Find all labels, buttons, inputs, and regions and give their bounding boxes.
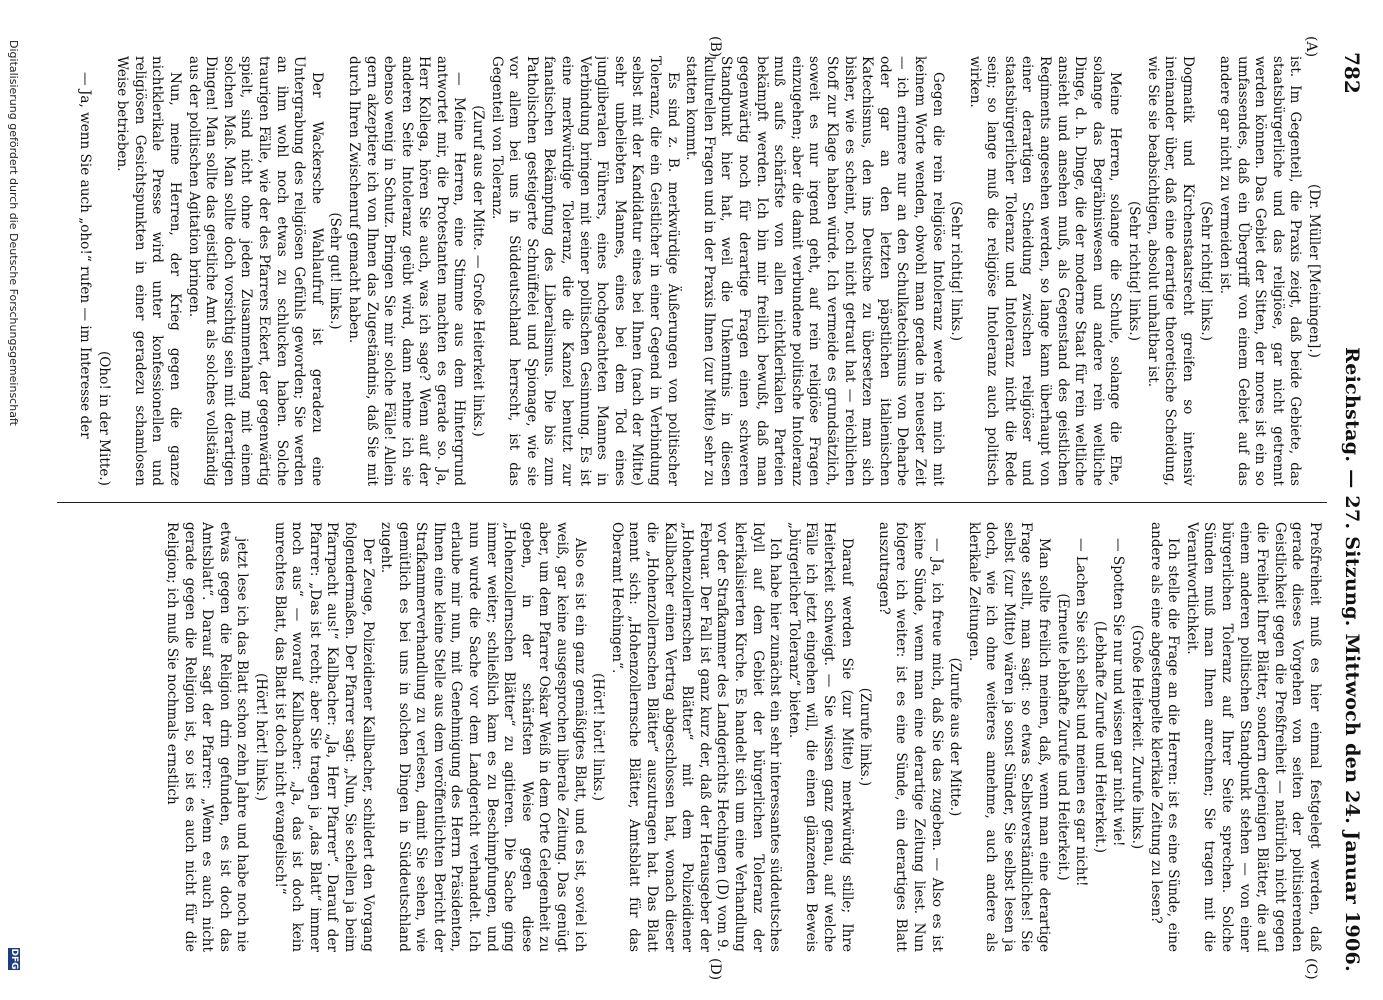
paragraph: Man sollte freilich meinen, daß, wenn man eine derartige Frage stellt, man sagt: so etwas Selbstverständliches! Sie selbst (zur Mitte) wären ja sonst Sünder, Sie selbst lesen ja doch, wie ich ohne weiteres annehme, auch andere als klerikale Zeitungen. bbox=[965, 522, 1053, 952]
paragraph: Also es ist ein ganz gemäßigtes Blatt, und es ist, soviel ich weiß, gar keine ausgesprochen liberale Zeitung. Das genügt aber, um dem Pfarrer Oskar Weiß in dem Orte Gelegenheit zu geben, in der schärfsten Weise gegen diese „Hohenzollernschen Blätter“ zu agitieren. Die Sache ging immer weiter; schließlich kam es zu Beschimpfungen, und nun wurde die Sache vor dem Landgericht verhandelt. Ich erlaube mir nun, mit Genehmigung des Herrn Präsidenten, Ihnen eine kleine Stelle aus dem veröffentlichten Bericht der Strafkammerverhandlung zu verlesen, damit Sie sehen, wie gemütlich es bei uns in solchen Dingen in Süddeutschland zugeht. bbox=[378, 522, 588, 952]
paragraph: Ich habe hier zunächst ein sehr interessantes süddeutsches Idyll auf dem Gebiet der bürgerlichen Toleranz der klerikalisierten Kirche. Es handelt sich um eine Verhandlung vor der Strafkammer des Landgerichts Hechingen (D) vom 9. Februar. Der Fall ist ganz kurz der, daß der Herausgeber der „Hohenzollernschen Blätter“ mit dem Polizeidiener Kallbacher einen Vertrag abgeschlossen hat, wonach dieser die „Hohenzollernschen Blätter“ auszutragen hat. Das Blatt nennt sich: „Hohenzollernsche Blätter, Amtsblatt für das Oberamt Hechingen“. bbox=[608, 522, 784, 952]
interjection: (Hört! hört! links.) bbox=[590, 672, 607, 802]
margin-marker-b: (B) bbox=[707, 36, 723, 58]
paragraph: jetzt lese ich das Blatt schon zehn Jahre und habe noch nie etwas gegen die Religion drin gefunden, es ist doch das Amtsblatt“. Darauf sagt der Pfarrer: „Wenn es auch nicht gerade gegen die Religion ist, so ist es auch nicht für die Religion; ich muß Sie nochmals ernstlich bbox=[164, 522, 251, 952]
interjection: (Sehr richtig! links.) bbox=[948, 200, 965, 342]
dfg-logo-icon: DFG bbox=[9, 948, 19, 970]
paragraph-continuation: Dogmatik und Kirchenstaatsrecht greifen so intensiv ineinander über, daß eine derartige theoretische Scheidung, wie Sie sie beabsichtigen, absolut unhaltbar ist. bbox=[1144, 56, 1196, 486]
paragraph: — Spotten Sie nur und wissen gar nicht wie! bbox=[1110, 538, 1127, 847]
paragraph: Nun, meine Herren, der Krieg gegen die ganze nichtklerikale Presse wird unter konfessionellen und religiösen Gesichtspunkten in einer geradezu schamlosen Weise betrieben. bbox=[114, 56, 183, 486]
margin-marker-d: (D) bbox=[707, 958, 723, 981]
paragraph: Darauf werden Sie (zur Mitte) merkwürdig stille; Ihre Heiterkeit schweigt. — Sie wissen ganz genau, auf welche Fälle ich jetzt eingehen will, die einen glänzenden Beweis „bürgerlicher Toleranz“ bieten. bbox=[785, 522, 855, 952]
interjection: (Zurufe links.) bbox=[857, 687, 874, 787]
paragraph: — Meine Herren, eine Stimme aus dem Hintergrund antwortet mir, die Protestanten machten es gerade so. Ja, Herr Kollega, hören Sie auch, was ich sage? Wenn auf der anderen Seite Intoleranz geübt wird, dann nehme ich sie ebenso wenig in Schutz. Bringen Sie mir solche Fälle! Allein gern akzeptiere ich von Ihnen das Zugeständnis, daß Sie mit durch Ihren Zwischenruf gemacht haben. bbox=[345, 56, 468, 486]
interjection: (Lebhafte Zurufe und Heiterkeit.) bbox=[1091, 620, 1108, 854]
interjection: (Sehr richtig! links.) bbox=[1198, 200, 1215, 342]
speaker-label: (Dr. Müller [Meiningen].) bbox=[1306, 184, 1322, 358]
interjection: (Sehr gut! links.) bbox=[327, 212, 344, 330]
page-number: 782 bbox=[1340, 52, 1364, 94]
page-header bbox=[1339, 52, 1365, 972]
paragraph: — Lachen Sie sich selbst und meinen es gar nicht! bbox=[1073, 538, 1090, 887]
paragraph: — Ja, wenn Sie auch „oho!“ rufen — im Interesse der bbox=[77, 72, 94, 439]
right-column bbox=[53, 522, 1323, 952]
interjection: (Sehr richtig! links.) bbox=[1126, 200, 1143, 342]
interjection: (Erneute lebhafte Zurufe und Heiterkeit.) bbox=[1054, 593, 1071, 881]
paragraph: Es sind z. B. merkwürdige Äußerungen von politischer Toleranz, die ein Geistlicher in einer Gegend in Verbindung selbst mit der Kandidatur eines bei Ihnen (nach der Mitte) sehr unbeliebten Mannes, eines bei dem Tod eines jungliberalen Führers, eines hochgeachteten Mannes in Verbindung bringen mit seiner politischen Gesinnung. Es ist eine merkwürdige Toleranz, die die Kanzel benutzt zur fanatischen Bekämpfung des Liberalismus. Die bis zum Patholischen gesteigerte Schnüffelei und Spionage, wie sie vor allem bei uns in Süddeutschland herrscht, ist das Gegenteil von Toleranz. bbox=[488, 56, 681, 486]
footer-credit: Digitalisierung gefördert durch die Deutsche Forschungsgemeinschaft bbox=[7, 40, 21, 426]
column-divider bbox=[57, 502, 1327, 503]
paragraph: Meine Herren, solange die Schule, solange die Ehe, solange das Begräbniswesen und andere rein weltliche Dinge, d. h. Dinge, die der moderne Staat für rein weltliche ansieht und ansehen muß, als Gegenstand des geistlichen Regiments angesehen werden, so lange kann überhaupt von einer derartigen Scheidung zwischen religiöser und staatsbürgerlicher Toleranz und Intoleranz nicht die Rede sein; so lange muß die religiöse Intoleranz auch politisch wirken. bbox=[966, 56, 1124, 486]
page-title: Reichstag. — 27. Sitzung. Mittwoch den 24. Januar 1906. bbox=[1341, 347, 1363, 972]
interjection: (Oho! in der Mitte.) bbox=[95, 350, 112, 486]
interjection: (Zuruf aus der Mitte. — Große Heiterkeit links.) bbox=[470, 105, 487, 437]
paragraph-continuation: ist. Im Gegenteil, die Praxis zeigt, daß beide Gebiete, das staatsbürgerliche und das religiöse, gar nicht getrennt werden können. Das Gebiet der Sitten, der mores ist ein so umfassendes, daß ein Übergriff von einem Gebiet auf das andere gar nicht zu vermeiden ist. bbox=[1217, 56, 1304, 486]
margin-marker-c: (C) bbox=[1303, 958, 1319, 980]
margin-marker-a: (A) bbox=[1303, 36, 1319, 58]
interjection: (Große Heiterkeit. Zurufe links.) bbox=[1129, 624, 1146, 850]
paragraph: Gegen die rein religiöse Intoleranz werde ich mich mit keinem Worte wenden, obwohl man gerade in neuester Zeit — ich erinnere nur an den Schulkatechismus von Deharbe oder gar an den letzten päpstlichen italienischen Katechismus, den ins Deutsche zu übersetzen man sich bisher, wie es scheint, noch nicht getraut hat — reichlichen Stoff zur Klage haben würde. Ich vermeide es grundsätzlich, soweit es nur irgend geht, auf rein religiöse Fragen einzugehen; aber die damit verbundene politische Intoleranz muß aufs schärfste von allen nichtklerikalen Parteien bekämpft werden. Ich bin mir freilich bewußt, daß man gegenwärtig noch für derartige Fragen einen schweren Standpunkt hier hat, weil die Unkenntnis in diesen kulturellen Fragen und in der Praxis Ihnen (zur Mitte) sehr zu statten kommt. bbox=[683, 56, 946, 486]
paragraph: Ich stelle die Frage an die Herren: ist es eine Sünde, eine andere als eine abgestempelte klerikale Zeitung zu lesen? bbox=[1147, 522, 1182, 952]
dfg-logo bbox=[8, 948, 20, 970]
page-footer bbox=[5, 40, 23, 970]
paragraph: Der Wackersche Wahlaufruf ist geradezu eine Untergrabung des religiösen Gefühls geworden; Sie werden an ihm wohl noch etwas zu schlucken haben. Solche traurigen Fälle, wie der des Pfarrers Eckert, der gegenwärtig spielt, sind nicht ohne jeden Zusammenhang mit einem solchen Maß. Man sollte doch vorsichtig sein mit derartigen Dingen! Man sollte das geistliche Amt als solches vollständig aus der politischen Agitation bringen. bbox=[185, 56, 325, 486]
left-column bbox=[53, 56, 1323, 486]
interjection: (Hört! hört! links.) bbox=[252, 672, 269, 802]
paragraph-continuation: Preßfreiheit muß es hier einmal festgelegt werden, daß gerade dieses Vorgehen von seiten der politisierenden Geistlichkeit gegen die Preßfreiheit — natürlich nicht gegen die Freiheit Ihrer Blätter, sondern derjenigen Blätter, die auf einem anderen politischen Standpunkt stehen — von einer bürgerlichen Toleranz auf Ihrer Seite sprechen. Solche Sünden muß man Ihnen anrechnen; Sie tragen mit die Verantwortlichkeit. bbox=[1183, 522, 1323, 952]
interjection: (Zurufe aus der Mitte.) bbox=[947, 657, 964, 817]
paragraph: — Ja, ich freue mich, daß Sie das zugeben. — Also es ist keine Sünde, wenn man eine derartige Zeitung liest. Nun folgere ich weiter: ist es eine Sünde, ein derartiges Blatt auszutragen? bbox=[875, 522, 945, 952]
paragraph: Der Zeuge, Polizeidiener Kallbacher, schildert den Vorgang folgendermaßen. Der Pfarrer sagt: „Nun, Sie schellen ja beim Pfarrpacht aus!“ Kallbacher: „Ja, Herr Pfarrer“. Darauf der Pfarrer: „Das ist recht; aber Sie tragen ja „das Blatt“ immer noch aus“ — worauf Kallbacher: „Ja, das ist doch kein unrechtes Blatt, das Blatt ist doch nicht evangelisch!“ bbox=[271, 522, 376, 952]
